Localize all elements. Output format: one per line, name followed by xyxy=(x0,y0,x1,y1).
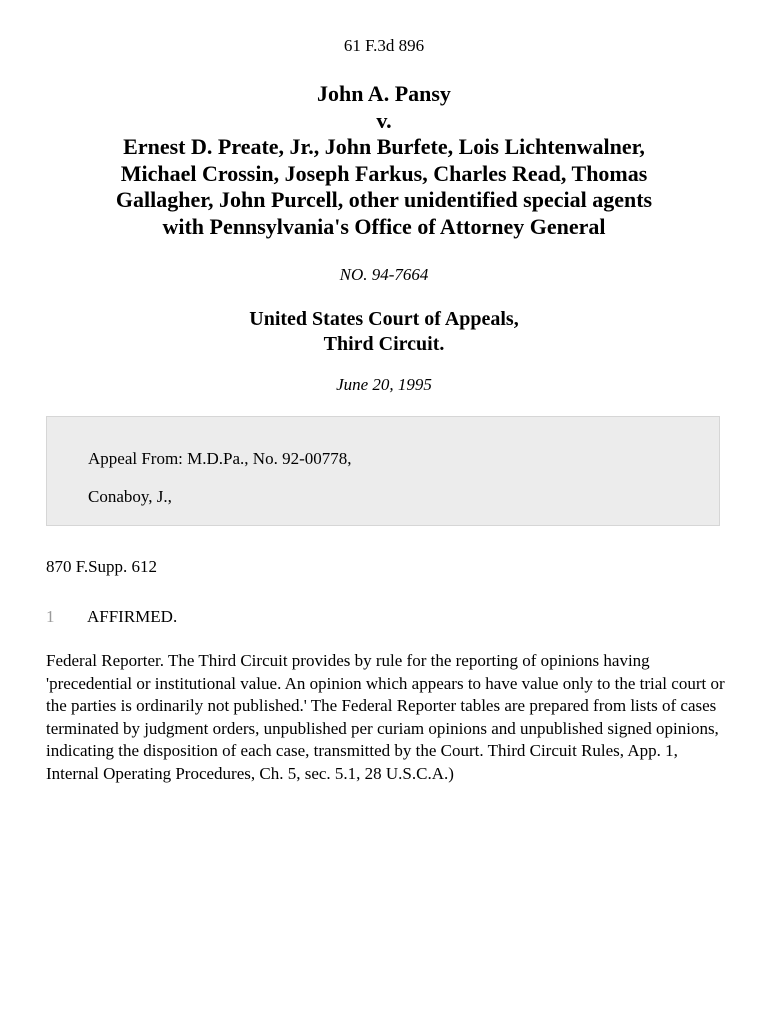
court-circuit-line: Third Circuit. xyxy=(323,333,445,355)
versus-label: v. xyxy=(376,107,392,133)
reporter-footnote: Federal Reporter. The Third Circuit provides by rule for the reporting of opinions having 'precedential or institutional value. An opinion which appears to have value only to the trial court or the parties is ordinarily not published.' The Federal Reporter tables are prepared from lists of cases terminated by judgment orders, unpublished per curiam opinions and unpublished signed opinions, indicating the disposition of each case, transmitted by the Court. Third Circuit Rules, App. 1, Internal Operating Procedures, Ch. 5, sec. 5.1, 28 U.S.C.A.) xyxy=(46,651,725,783)
lower-court-citation: 870 F.Supp. 612 xyxy=(46,557,158,576)
appeal-judge: Conaboy, J., xyxy=(88,487,172,506)
case-citation: 61 F.3d 896 xyxy=(343,36,425,55)
defendants-line: Gallagher, John Purcell, other unidentified special agents xyxy=(115,187,653,212)
defendants-line: with Pennsylvania's Office of Attorney General xyxy=(162,213,606,239)
decision-date: June 20, 1995 xyxy=(336,375,432,394)
defendants-line: Michael Crossin, Joseph Farkus, Charles Read, Thomas xyxy=(120,160,648,186)
court-name-line: United States Court of Appeals, xyxy=(249,308,519,330)
appeal-info-box xyxy=(46,416,720,526)
paragraph-number: 1 xyxy=(46,607,55,626)
case-title xyxy=(40,81,728,240)
docket-number: NO. 94-7664 xyxy=(339,265,429,284)
defendants-line: Ernest D. Preate, Jr., John Burfete, Lois Lichtenwalner, xyxy=(123,134,645,159)
plaintiff-name: John A. Pansy xyxy=(317,81,451,106)
appeal-from: Appeal From: M.D.Pa., No. 92-00778, xyxy=(88,449,352,468)
court-name xyxy=(0,307,768,357)
paragraph-text: AFFIRMED. xyxy=(87,607,178,626)
